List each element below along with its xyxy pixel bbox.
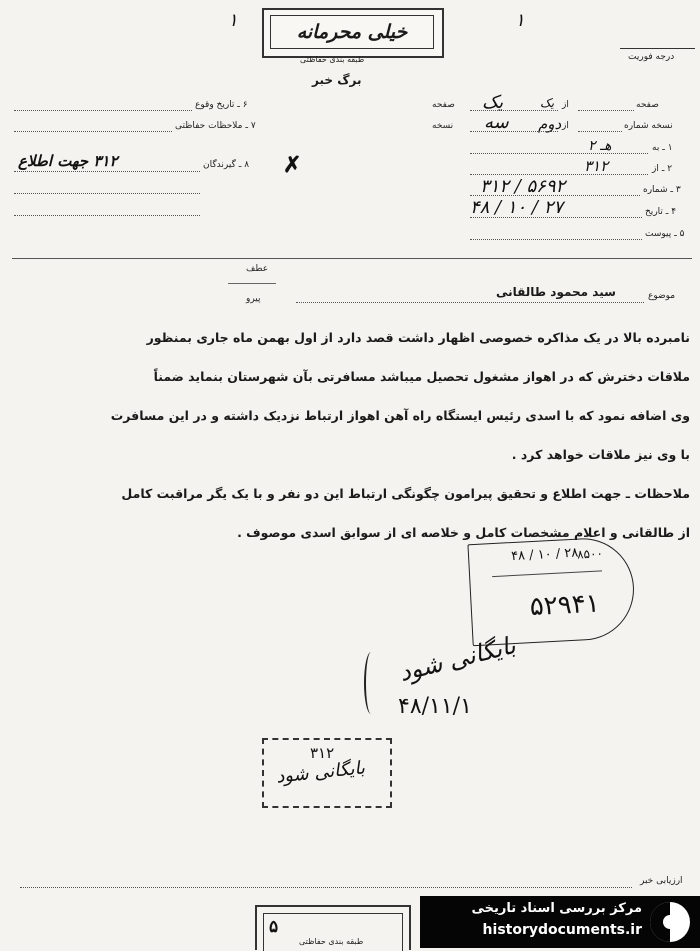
watermark-url: historydocuments.ir xyxy=(482,922,642,938)
atf-label: عطف xyxy=(246,264,269,274)
page-mark-right: ۱ xyxy=(515,10,525,31)
recipients-value: ۳۱۲ جهت اطلاع xyxy=(18,152,118,170)
number-value: ۳۱۲ / ۵۶۹۲ xyxy=(480,176,566,197)
received-stamp-number: ۵۲۹۴۱ xyxy=(529,588,601,623)
page-mark-left: ۱ xyxy=(228,10,238,31)
from-value: ۳۱۲ xyxy=(584,157,609,175)
page-suffix: صفحه xyxy=(432,100,455,110)
urgency-label: درجه فوریت xyxy=(628,52,675,62)
handwritten-bracket xyxy=(364,652,378,714)
body-line: وی اضافه نمود که با اسدی رئیس ایستگاه راه آهن اهواز ارتباط نزدیک داشته و در این مسافرت xyxy=(110,408,690,423)
copy-suffix: نسخه xyxy=(432,121,454,131)
archive-stamp-code: ۳۱۲ xyxy=(310,744,335,762)
page-total-value: یک xyxy=(540,96,555,110)
received-stamp-date: ۴۸ / ۱۰ / ۲۸ xyxy=(510,545,579,565)
date-value: ۴۸ / ۱۰ / ۲۷ xyxy=(470,197,564,218)
attachment-label: ۵ ـ پیوست xyxy=(645,229,685,239)
evaluation-label: ارزیابی خبر xyxy=(640,876,683,886)
copy-total-value: سه xyxy=(484,112,509,133)
urgency-line xyxy=(620,48,695,49)
watermark-name: مرکز بررسی اسناد تاریخی xyxy=(471,901,642,916)
security-notes-label: ۷ ـ ملاحظات حفاظتی xyxy=(175,121,256,131)
archive-logo-icon xyxy=(650,902,690,942)
body-line: ملاقات دخترش که در اهواز مشغول تحصیل میباشد مسافرتی بآن شهرستان بنماید ضمناً xyxy=(153,369,690,384)
handwritten-note: بایگانی شود xyxy=(396,631,519,687)
page-label: صفحه xyxy=(636,100,659,110)
page-of-label: از xyxy=(562,100,569,110)
page-value: یک xyxy=(482,92,504,113)
body-line: ملاحظات ـ جهت اطلاع و تحقیق پیرامون چگونگی ارتباط این دو نفر و با یک یگر مراقبت کامل xyxy=(121,486,690,501)
date-label: ۴ ـ تاریخ xyxy=(645,207,677,217)
classification-stamp-text: خیلی محرمانه xyxy=(270,15,434,49)
to-label: ۱ ـ به xyxy=(652,143,673,153)
form-title: برگ خبر xyxy=(312,73,362,87)
received-stamp xyxy=(467,536,636,646)
copy-number-value: دوم xyxy=(538,115,562,133)
copy-of-label: از xyxy=(562,121,569,131)
copy-number-label: نسخه شماره xyxy=(624,121,673,131)
bottom-stamp-text: ۵ xyxy=(269,917,279,937)
to-value: ۲ هـ xyxy=(588,138,612,154)
classification-subtitle: طبقه بندی حفاظتی xyxy=(300,55,365,64)
recipients-check-mark: ✗ xyxy=(283,152,302,178)
subject-label: موضوع xyxy=(648,291,676,301)
archive-stamp-text: بایگانی شود xyxy=(275,757,366,788)
body-line: با وی نیز ملاقات خواهد کرد . xyxy=(511,447,690,462)
archive-stamp xyxy=(262,738,392,808)
occurrence-date-label: ۶ ـ تاریخ وقوع xyxy=(195,100,248,110)
header-divider xyxy=(12,258,692,259)
bottom-stamp-subtitle: طبقه بندی حفاظتی xyxy=(299,937,364,946)
bottom-classification-stamp xyxy=(255,905,411,950)
from-label: ۲ ـ از xyxy=(652,164,673,174)
classification-stamp xyxy=(262,8,444,58)
subject-value: سید محمود طالقانی xyxy=(496,285,616,299)
message-body xyxy=(12,318,690,552)
handwritten-note-date: ۴۸/۱۱/۱ xyxy=(398,694,472,719)
received-stamp-code: ۸۵۰۰ xyxy=(576,546,604,562)
archive-watermark xyxy=(420,896,700,948)
body-line: از طالقانی و اعلام مشخصات کامل و خلاصه ای از سوابق اسدی موصوف . xyxy=(237,525,690,540)
peyro-label: پیرو xyxy=(246,294,261,304)
body-line: نامبرده بالا در یک مذاکره خصوصی اظهار داشت قصد دارد از اول بهمن ماه جاری بمنظور xyxy=(146,330,690,345)
number-label: ۳ ـ شماره xyxy=(643,185,681,195)
recipients-label: ۸ ـ گیرندگان xyxy=(203,160,250,170)
